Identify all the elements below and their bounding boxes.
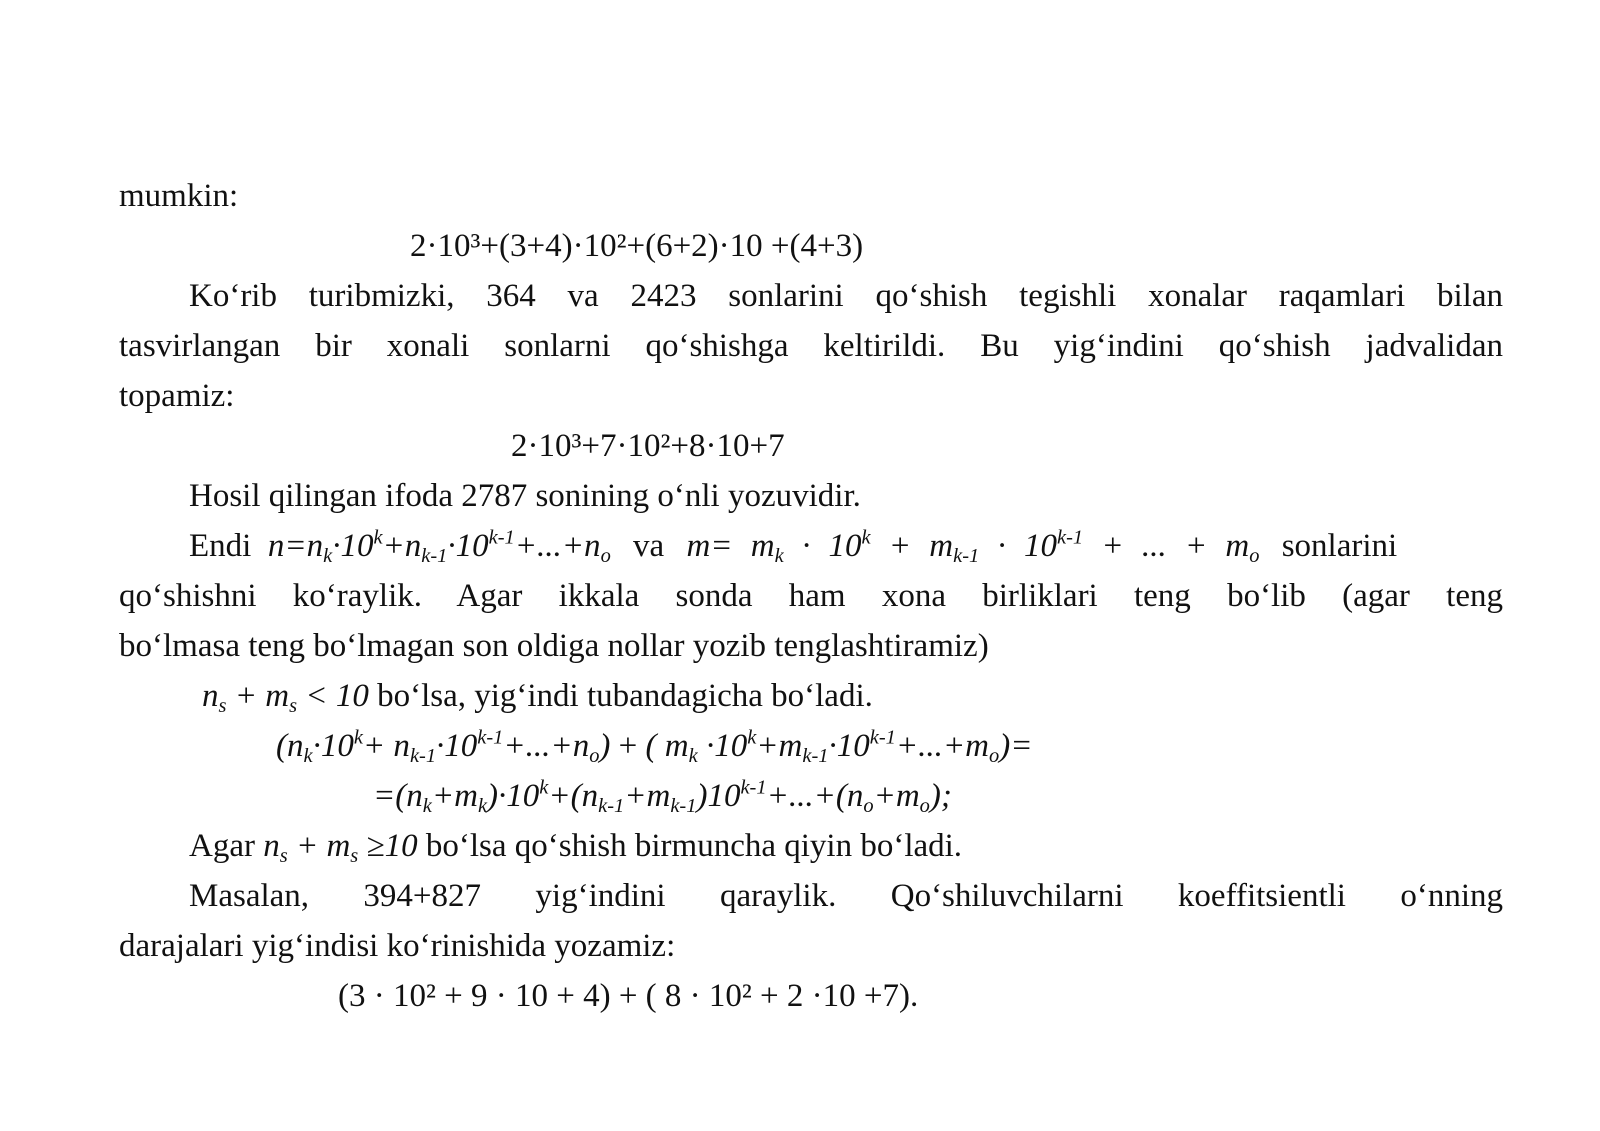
formula-condition: $n_s + m_s < 10$ — [202, 678, 369, 718]
formula-line: $(n_k\cdot 10^k+ n_{k-1}\cdot 10^{k-1}+...+n_o)$ + ( $m_k \cdot 10^k+m_{k-1}\cdot 10^{k-1}+...+m_o)=$ — [276, 726, 1033, 768]
text-fragment: Endi — [189, 528, 252, 564]
text-fragment: Agar — [189, 828, 255, 864]
text-fragment: boʻlsa, yigʻindi tubandagicha boʻladi. — [377, 678, 873, 714]
paragraph-line: tasvirlangan bir xonali sonlarni qoʻshishga keltirildi. Bu yigʻindini qoʻshish jadvalidan — [119, 328, 1503, 364]
formula-line: $=(n_k+m_k)\cdot 10^k+(n_{k-1}+m_{k-1})10^{k-1}+...+(n_o+m_o)$; — [373, 776, 952, 818]
formula-m: $m= m_k \cdot 10^k + m_{k-1} \cdot 10^{k-1}$ + ... + $m_o$ — [686, 526, 1260, 568]
formula-line: 2·10³+(3+4)·10²+(6+2)·10 +(4+3) — [410, 228, 864, 264]
formula-n: $n=n_k\cdot 10^k+n_{k-1}\cdot 10^{k-1}+...+n_o$ — [259, 526, 611, 568]
text-line: boʻlmasa teng boʻlmagan son oldiga nollar yozib tenglashtiramiz) — [119, 628, 989, 664]
paragraph-line: Hosil qilingan ifoda 2787 sonining oʻnli yozuvidir. — [189, 478, 861, 514]
paragraph-line: Masalan, 394+827 yigʻindini qaraylik. Qoʻshiluvchilarni koeffitsientli oʻnning — [189, 878, 1503, 914]
formula-line: (3 · 10² + 9 · 10 + 4) + ( 8 · 10² + 2 ·10 +7). — [338, 978, 919, 1014]
formula-condition: $n_s + m_s \ge 10$ — [263, 828, 418, 868]
paragraph-line: qoʻshishni koʻraylik. Agar ikkala sonda ham xona birliklari teng boʻlib (agar teng — [119, 578, 1503, 614]
paragraph-line-formula — [189, 826, 962, 866]
text-fragment: boʻlsa qoʻshish birmuncha qiyin boʻladi. — [425, 828, 963, 864]
text-line: mumkin: — [119, 178, 239, 214]
text-fragment: sonlarini — [1281, 528, 1398, 564]
text-fragment: va — [633, 528, 665, 564]
text-line: darajalari yigʻindisi koʻrinishida yozamiz: — [119, 928, 676, 964]
text-line: topamiz: — [119, 378, 235, 414]
paragraph-line: Koʻrib turibmizki, 364 va 2423 sonlarini qoʻshish tegishli xonalar raqamlari bilan — [189, 278, 1503, 314]
formula-line: 2·10³+7·10²+8·10+7 — [511, 428, 785, 464]
paragraph-line-formula — [202, 676, 873, 716]
paragraph-line-formula — [189, 526, 1503, 566]
